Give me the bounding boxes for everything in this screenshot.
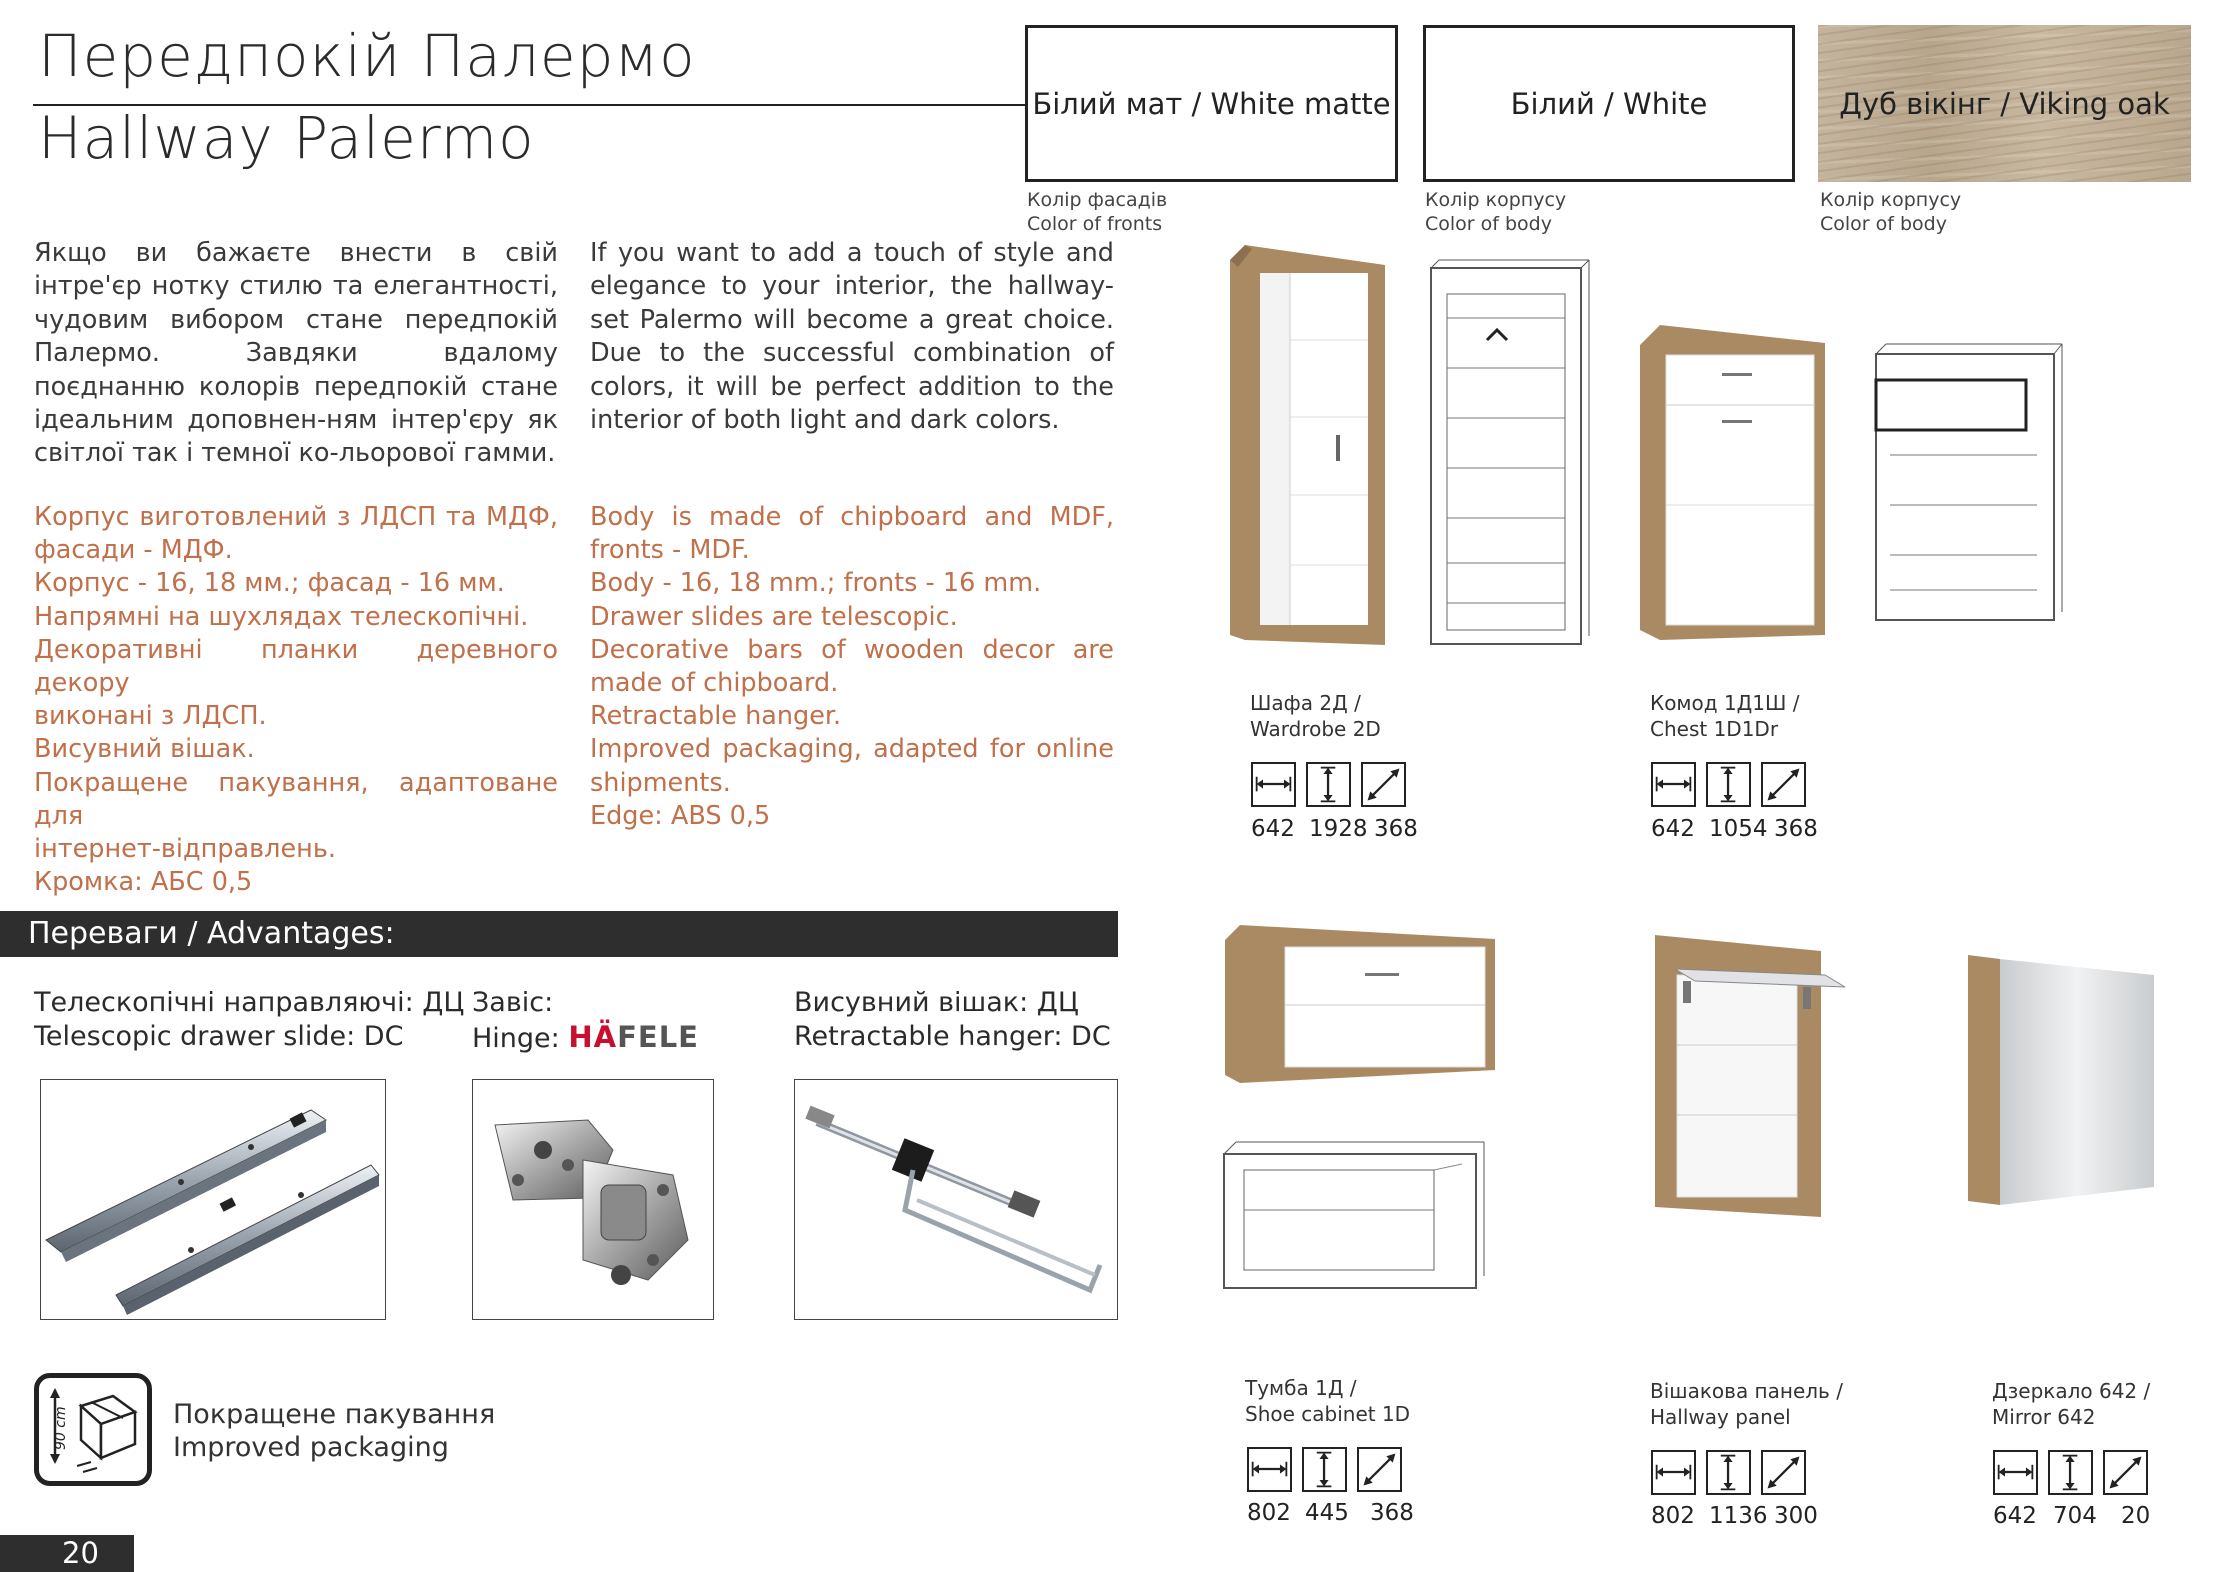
product-name: Вішакова панель / Hallway panel — [1650, 1379, 1843, 1429]
width-arrow-icon — [1247, 1447, 1292, 1492]
spec-line: Decorative bars of wooden decor are — [590, 634, 1114, 665]
retractable-hanger-image — [794, 1079, 1118, 1320]
dimension-values: 642 1054 368 — [1651, 816, 1818, 842]
product-name: Шафа 2Д / Wardrobe 2D — [1250, 691, 1381, 741]
advantage-label: Висувний вішак: ДЦ Retractable hanger: DC — [794, 987, 1111, 1052]
wardrobe-line-drawing — [1425, 258, 1595, 650]
spec-line: Напрямні на шухлядах телескопічні. — [34, 601, 529, 632]
depth-arrow-icon — [2103, 1450, 2148, 1495]
specs-list-uk — [34, 501, 558, 899]
spec-line: fronts - MDF. — [590, 535, 750, 566]
page-title-uk: Передпокій Палермо — [38, 22, 696, 90]
depth-arrow-icon — [1361, 762, 1406, 807]
dimension-icons — [1251, 762, 1406, 807]
height-arrow-icon — [1706, 1450, 1751, 1495]
width-arrow-icon — [1651, 1450, 1696, 1495]
depth-arrow-icon — [1357, 1447, 1402, 1492]
package-box-icon — [34, 1373, 152, 1486]
advantages-header: Переваги / Advantages: — [0, 911, 1118, 957]
spec-line: Декоративні планки деревного декору — [34, 634, 558, 699]
height-arrow-icon — [1306, 762, 1351, 807]
spec-line: фасади - МДФ. — [34, 535, 233, 566]
hallway-panel-drawing — [1655, 935, 1850, 1217]
product-name: Комод 1Д1Ш / Chest 1D1Dr — [1650, 691, 1800, 741]
dimension-icons — [1993, 1450, 2148, 1495]
chest-oak-drawing — [1640, 325, 1825, 640]
depth-arrow-icon — [1761, 762, 1806, 807]
spec-line: Висувний вішак. — [34, 734, 255, 765]
package-size-label: 90 cm — [53, 1406, 69, 1450]
spec-line: shipments. — [590, 767, 731, 798]
spec-line: Body is made of chipboard and MDF, — [590, 502, 1114, 532]
shoe-cabinet-line-drawing — [1222, 1140, 1487, 1292]
advantage-label: Телескопічні направляючі: ДЦ Telescopic drawer slide: DC — [34, 987, 465, 1052]
swatch-label: Білий / White — [1510, 86, 1708, 121]
intro-text-uk: Якщо ви бажаєте внести в свій інтре'єр нотку стилю та елегантності, чудовим вибором стане передпокій Палермо. Завдяки вдалому поєднанню колорів передпокій стане ідеальним доповнен-ням інтер'єру як світлої так і темної ко-льорової гамми. — [34, 238, 558, 469]
depth-arrow-icon — [1761, 1450, 1806, 1495]
packaging-label: Покращене пакування Improved packaging — [173, 1399, 496, 1463]
spec-line: Кромка: АБС 0,5 — [34, 867, 253, 898]
advantage-label: Завіс: Hinge: HÄFELE — [472, 987, 699, 1054]
height-arrow-icon — [1302, 1447, 1347, 1492]
swatch-viking-oak — [1818, 25, 2191, 182]
width-arrow-icon — [1651, 762, 1696, 807]
width-arrow-icon — [1993, 1450, 2038, 1495]
swatch-caption: Колір корпусу Color of body — [1820, 189, 1962, 235]
width-arrow-icon — [1251, 762, 1296, 807]
chest-line-drawing — [1872, 340, 2067, 625]
product-name: Дзеркало 642 / Mirror 642 — [1992, 1379, 2151, 1429]
spec-line: made of chipboard. — [590, 668, 839, 699]
spec-line: Improved packaging, adapted for online — [590, 734, 1114, 765]
wardrobe-oak-drawing — [1230, 245, 1390, 645]
dimension-values: 802 1136 300 — [1651, 1503, 1818, 1529]
dimension-icons — [1651, 762, 1806, 807]
spec-line: Корпус виготовлений з ЛДСП та МДФ, — [34, 502, 558, 532]
spec-line: інтернет-відправлень. — [34, 834, 336, 865]
page-title-en: Hallway Palermo — [38, 104, 535, 172]
swatch-label: Дуб вікінг / Viking oak — [1839, 86, 2170, 121]
shoe-cabinet-oak-drawing — [1225, 925, 1495, 1090]
dimension-values: 642 704 20 — [1993, 1503, 2151, 1529]
spec-line: Покращене пакування, адаптоване для — [34, 767, 558, 831]
dimension-values: 642 1928 368 — [1251, 816, 1418, 842]
dimension-icons — [1247, 1447, 1402, 1492]
swatch-white-matte — [1025, 25, 1398, 182]
hinge-image — [472, 1079, 714, 1320]
hinge-icon — [473, 1080, 712, 1318]
spec-line: Edge: ABS 0,5 — [590, 800, 771, 831]
drawer-slide-icon — [41, 1080, 384, 1318]
hanger-icon — [795, 1080, 1116, 1318]
hafele-logo: HÄFELE — [568, 1020, 699, 1054]
dimension-values: 802 445 368 — [1247, 1500, 1414, 1526]
spec-line: Корпус - 16, 18 мм.; фасад - 16 мм. — [34, 568, 505, 599]
page-number: 20 — [0, 1535, 134, 1572]
product-name: Тумба 1Д / Shoe cabinet 1D — [1245, 1376, 1411, 1426]
drawer-slide-image — [40, 1079, 386, 1320]
spec-line: Body - 16, 18 mm.; fronts - 16 mm. — [590, 568, 1042, 599]
height-arrow-icon — [2048, 1450, 2093, 1495]
specs-list-en — [590, 501, 1114, 833]
intro-text-en: If you want to add a touch of style and elegance to your interior, the hallway-set Palermo will become a great choice. Due to the successful combination of colors, it will be perfect addition to the interior of both light and dark colors. — [590, 238, 1114, 436]
height-arrow-icon — [1706, 762, 1751, 807]
swatch-caption: Колір фасадів Color of fronts — [1027, 189, 1168, 235]
spec-line: Retractable hanger. — [590, 701, 842, 732]
swatch-label: Білий мат / White matte — [1032, 86, 1391, 121]
spec-line: Drawer slides are telescopic. — [590, 601, 958, 632]
spec-line: виконані з ЛДСП. — [34, 701, 267, 732]
mirror-drawing — [1968, 955, 2158, 1207]
dimension-icons — [1651, 1450, 1806, 1495]
swatch-white — [1423, 25, 1795, 182]
swatch-caption: Колір корпусу Color of body — [1425, 189, 1567, 235]
